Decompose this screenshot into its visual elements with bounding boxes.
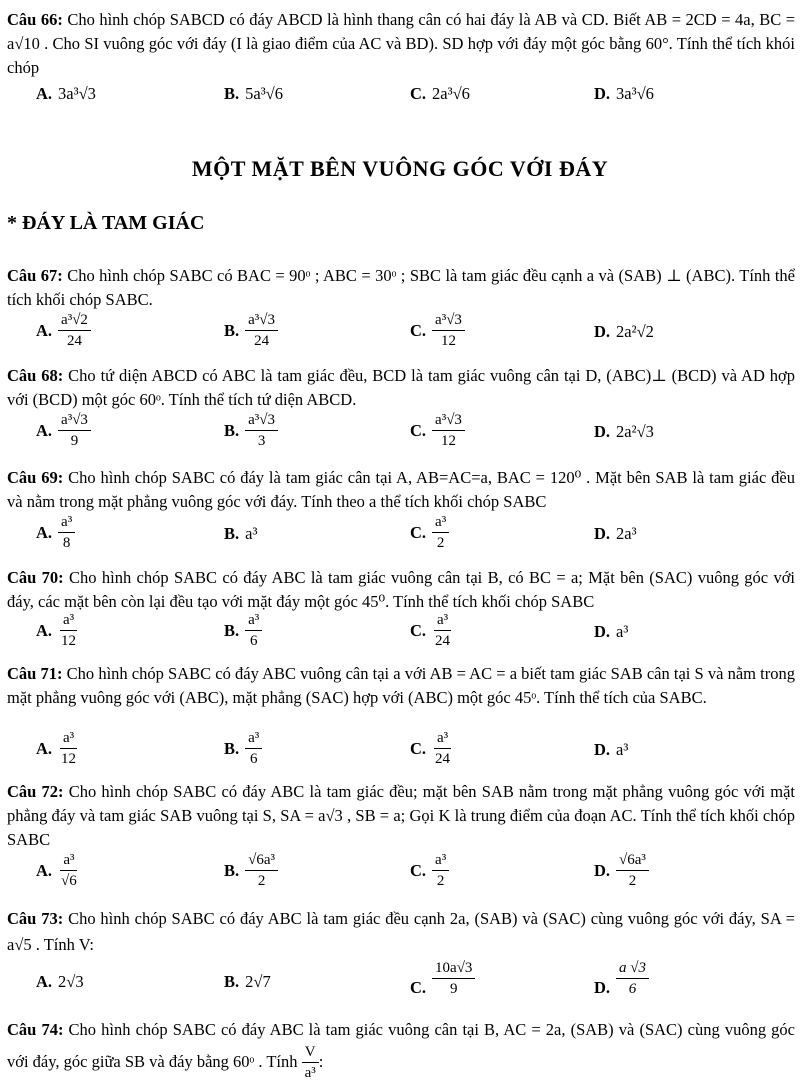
- option-d[interactable]: D. 2a³: [594, 524, 637, 543]
- option-d[interactable]: D. a³: [594, 740, 629, 759]
- question-72-text: Cho hình chóp SABC có đáy ABC là tam giác đều; mặt bên SAB nằm trong mặt phẳng vuông góc với mặt phẳng đáy và tam giác SAB vuông tại S, SA = a√3 , SB = a; Gọi K là trung điểm của đoạn AC. Tính thể tích khối chóp SABC: [7, 782, 796, 849]
- question-69-text: Cho hình chóp SABC có đáy là tam giác cân tại A, AB=AC=a, BAC = 120⁰ . Mặt bên SAB là tam giác đều và nằm trong mặt phẳng vuông góc với đáy. Tính theo a thể tích khối chóp SABC: [7, 468, 795, 511]
- option-d[interactable]: D. 2a²√3: [594, 422, 654, 441]
- option-c[interactable]: C. $\frac{\text{a³}}{24}$: [410, 612, 451, 649]
- question-71: Câu 71: Cho hình chóp SABC có đáy ABC vuông cân tại a với AB = AC = a biết tam giác SAB cân tại S và nằm trong mặt phẳng vuông góc với (ABC), mặt phẳng (SAC) hợp với (ABC) một góc 45ᵒ. Tính thể tích của SABC.: [7, 664, 795, 707]
- option-d[interactable]: D. $\frac{a √3}{6}$: [594, 960, 649, 998]
- option-a[interactable]: A. $\frac{\text{a³}}{12}$: [36, 730, 77, 767]
- option-a[interactable]: A. 3a³√3: [36, 84, 96, 103]
- question-66: Câu 66: Cho hình chóp SABCD có đáy ABCD là hình thang cân có hai đáy là AB và CD. Biết AB = 2CD = 4a, BC = a√10 . Cho SI vuông góc với đáy (I là giao điểm của AC và BD). SD hợp với đáy một góc bằng 60°. Tính thể tích khói chóp: [7, 10, 795, 77]
- option-c[interactable]: C. $\frac{10a√3}{9}$: [410, 960, 475, 998]
- question-73-text: Cho hình chóp SABC có đáy ABC là tam giác đều cạnh 2a, (SAB) và (SAC) cùng vuông góc với đáy, SA = a√5 . Tính V:: [7, 909, 795, 954]
- option-c[interactable]: C. $\frac{\text{a³√3}}{12}$: [410, 412, 465, 450]
- option-b[interactable]: B. 5a³√6: [224, 84, 283, 103]
- option-d[interactable]: D. a³: [594, 622, 629, 641]
- question-69: Câu 69: Cho hình chóp SABC có đáy là tam giác cân tại A, AB=AC=a, BAC = 120⁰ . Mặt bên SAB là tam giác đều và nằm trong mặt phẳng vuông góc với đáy. Tính theo a thể tích khối chóp SABC: [7, 468, 795, 511]
- question-68-text: Cho tứ diện ABCD có ABC là tam giác đều, BCD là tam giác vuông cân tại D, (ABC)⊥ (BCD) và AD hợp với (BCD) một góc 60ᵒ. Tính thể tích tứ diện ABCD.: [7, 366, 795, 409]
- option-c[interactable]: C. $\frac{\text{a³}}{24}$: [410, 730, 451, 767]
- option-b[interactable]: B. 2√7: [224, 972, 271, 991]
- question-72: Câu 72: Cho hình chóp SABC có đáy ABC là tam giác đều; mặt bên SAB nằm trong mặt phẳng vuông góc với mặt phẳng đáy và tam giác SAB vuông tại S, SA = a√3 , SB = a; Gọi K là trung điểm của đoạn AC. Tính thể tích khối chóp SABC: [7, 782, 796, 849]
- option-d[interactable]: D. 3a³√6: [594, 84, 654, 103]
- option-d[interactable]: D. $\frac{\text{√6a³}}{2}$: [594, 852, 649, 890]
- question-67: Câu 67: Cho hình chóp SABC có BAC = 90ᵒ ; ABC = 30ᵒ ; SBC là tam giác đều cạnh a và (SAB) ⊥ (ABC). Tính thể tích khối chóp SABC.: [7, 266, 796, 309]
- question-69-options: [0, 514, 800, 564]
- option-b[interactable]: B. $\frac{\text{a³}}{6}$: [224, 612, 262, 650]
- question-67-options: [0, 312, 800, 362]
- option-c[interactable]: C. 2a³√6: [410, 84, 470, 103]
- question-71-text: Cho hình chóp SABC có đáy ABC vuông cân tại a với AB = AC = a biết tam giác SAB cân tại S và nằm trong mặt phẳng vuông góc với (ABC), mặt phẳng (SAC) hợp với (ABC) một góc 45ᵒ. Tính thể tích của SABC.: [7, 664, 795, 707]
- question-72-options: [0, 852, 800, 902]
- question-66-options: [0, 80, 800, 112]
- option-a[interactable]: A. $\frac{\text{a³√3}}{9}$: [36, 412, 91, 450]
- question-73: Câu 73: Cho hình chóp SABC có đáy ABC là tam giác đều cạnh 2a, (SAB) và (SAC) cùng vuông góc với đáy, SA = a√5 . Tính V:: [7, 909, 795, 954]
- question-71-options: [0, 730, 800, 780]
- section-heading: MỘT MẶT BÊN VUÔNG GÓC VỚI ĐÁY: [191, 156, 609, 181]
- question-66-text: Cho hình chóp SABCD có đáy ABCD là hình thang cân có hai đáy là AB và CD. Biết AB = 2CD = 4a, BC = a√10 . Cho SI vuông góc với đáy (I là giao điểm của AC và BD). SD hợp với đáy một góc bằng 60°. Tính thể tích khói chóp: [7, 10, 795, 77]
- question-73-options: [0, 960, 800, 1016]
- subsection-heading: * ĐÁY LÀ TAM GIÁC: [7, 212, 205, 234]
- option-a[interactable]: A. $\frac{\text{a³√2}}{24}$: [36, 312, 91, 350]
- option-a[interactable]: A. $\frac{\text{a³}}{8}$: [36, 514, 75, 552]
- question-67-text: Cho hình chóp SABC có BAC = 90ᵒ ; ABC = 30ᵒ ; SBC là tam giác đều cạnh a và (SAB) ⊥ (ABC). Tính thể tích khối chóp SABC.: [7, 266, 796, 309]
- question-74-text: Cho hình chóp SABC có đáy ABC là tam giác vuông cân tại B, AC = 2a, (SAB) và (SAC) cùng vuông góc với đáy, góc giữa SB và đáy bằng 60ᵒ . Tính: [7, 1020, 795, 1071]
- question-74: Câu 74: Cho hình chóp SABC có đáy ABC là tam giác vuông cân tại B, AC = 2a, (SAB) và (SAC) cùng vuông góc với đáy, góc giữa SB và đáy bằng 60ᵒ . Tính $\frac{V}{\text{a³}}$ :: [7, 1020, 795, 1081]
- question-70-text: Cho hình chóp SABC có đáy ABC là tam giác vuông cân tại B, có BC = a; Mặt bên (SAC) vuông góc với đáy, các mặt bên còn lại đều tạo với mặt đáy một góc 45⁰. Tính thể tích khối chóp SABC: [7, 568, 796, 611]
- option-a[interactable]: A. 2√3: [36, 972, 84, 991]
- option-d[interactable]: D. 2a²√2: [594, 322, 654, 341]
- option-c[interactable]: C. $\frac{\text{a³}}{2}$: [410, 514, 449, 552]
- question-70: Câu 70: Cho hình chóp SABC có đáy ABC là tam giác vuông cân tại B, có BC = a; Mặt bên (SAC) vuông góc với đáy, các mặt bên còn lại đều tạo với mặt đáy một góc 45⁰. Tính thể tích khối chóp SABC: [7, 568, 796, 611]
- option-b[interactable]: B. a³: [224, 524, 258, 543]
- option-b[interactable]: B. $\frac{\text{a³√3}}{3}$: [224, 412, 278, 450]
- question-68-options: [0, 412, 800, 462]
- option-a[interactable]: A. $\frac{\text{a³}}{√6}$: [36, 852, 77, 889]
- option-b[interactable]: B. $\frac{\text{√6a³}}{2}$: [224, 852, 278, 890]
- question-68: Câu 68: Cho tứ diện ABCD có ABC là tam giác đều, BCD là tam giác vuông cân tại D, (ABC)⊥ (BCD) và AD hợp với (BCD) một góc 60ᵒ. Tính thể tích tứ diện ABCD.: [7, 366, 795, 409]
- question-70-options: [0, 612, 800, 662]
- option-b[interactable]: B. $\frac{\text{a³√3}}{24}$: [224, 312, 278, 350]
- option-c[interactable]: C. $\frac{\text{a³}}{2}$: [410, 852, 449, 890]
- question-74-fraction: $\frac{V}{\text{a³}}$: [302, 1044, 319, 1082]
- option-a[interactable]: A. $\frac{\text{a³}}{12}$: [36, 612, 77, 649]
- option-c[interactable]: C. $\frac{\text{a³√3}}{12}$: [410, 312, 465, 350]
- option-b[interactable]: B. $\frac{\text{a³}}{6}$: [224, 730, 262, 768]
